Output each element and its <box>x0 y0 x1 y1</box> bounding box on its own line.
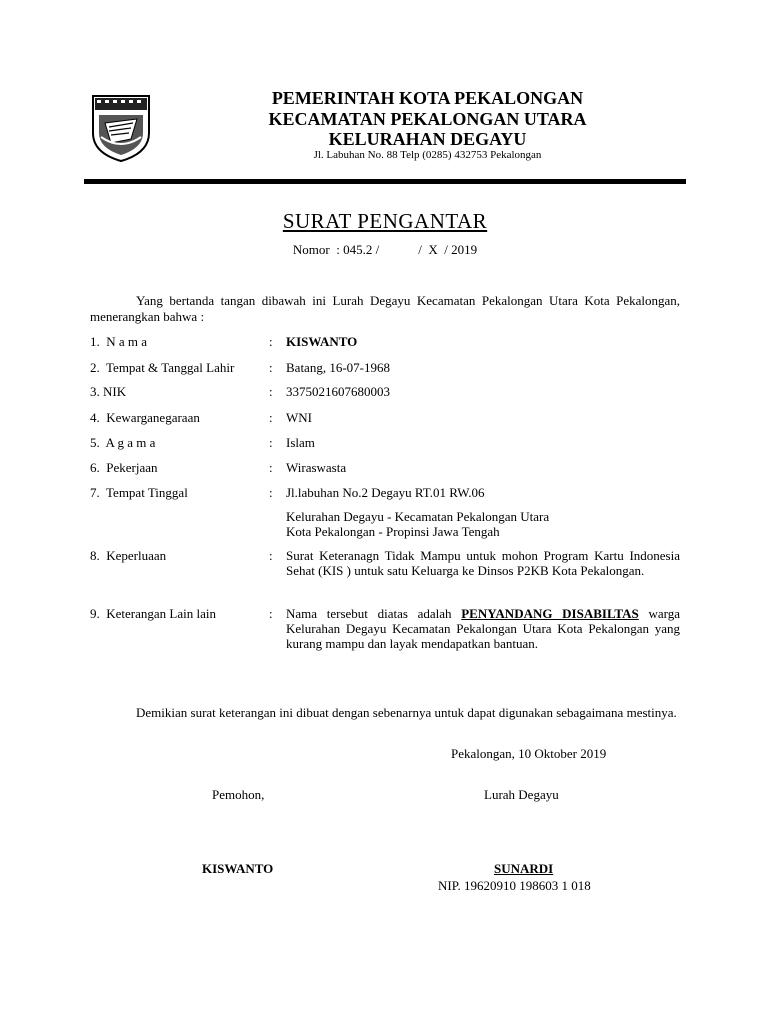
header-government: PEMERINTAH KOTA PEKALONGAN <box>271 88 584 108</box>
field-value-residence: Jl.labuhan No.2 Degayu RT.01 RW.06 <box>286 485 485 500</box>
field-value-name: KISWANTO <box>286 334 358 349</box>
place-date: Pekalongan, 10 Oktober 2019 <box>451 746 607 761</box>
field-colon: : <box>269 360 273 375</box>
field-value-occupation: Wiraswasta <box>286 460 347 475</box>
official-role: Lurah Degayu <box>484 787 559 802</box>
field-colon: : <box>269 548 273 563</box>
intro-paragraph: Yang bertanda tangan dibawah ini Lurah Degayu Kecamatan Pekalongan Utara Kota Pekalongan, menerangkan bahwa : <box>90 293 680 324</box>
field-colon: : <box>269 410 273 425</box>
field-colon: : <box>269 435 273 450</box>
letter-title: SURAT PENGANTAR <box>282 209 488 233</box>
header-district: KECAMATAN PEKALONGAN UTARA <box>268 109 587 129</box>
official-nip: NIP. 19620910 198603 1 018 <box>438 878 591 893</box>
applicant-role: Pemohon, <box>212 787 265 802</box>
field-value-birth: Batang, 16-07-1968 <box>286 360 390 375</box>
coat-of-arms-icon <box>91 93 151 163</box>
field-colon: : <box>269 485 273 500</box>
field-label-residence: 7. Tempat Tinggal <box>90 485 188 500</box>
field-label-occupation: 6. Pekerjaan <box>90 460 158 475</box>
field-label-name: 1. N a m a <box>90 334 148 349</box>
field-label-purpose: 8. Keperluaan <box>90 548 167 563</box>
official-name: SUNARDI <box>494 861 554 876</box>
remarks-emphasis: PENYANDANG DISABILTAS <box>461 606 639 621</box>
field-label-birth: 2. Tempat & Tanggal Lahir <box>90 360 235 375</box>
closing-paragraph: Demikian surat keterangan ini dibuat dengan sebenarnya untuk dapat digunakan sebagaimana mestinya. <box>136 705 677 720</box>
field-value-purpose: Surat Keteranagn Tidak Mampu untuk mohon Program Kartu Indonesia Sehat (KIS ) untuk satu Keluarga ke Dinsos P2KB Kota Pekalongan. <box>286 548 680 578</box>
applicant-name: KISWANTO <box>202 861 274 876</box>
field-value-nik: 3375021607680003 <box>286 384 390 399</box>
field-colon: : <box>269 334 273 349</box>
field-value-citizenship: WNI <box>286 410 312 425</box>
field-colon: : <box>269 606 273 621</box>
field-value-religion: Islam <box>286 435 315 450</box>
remarks-text-end: warga Kelurahan Degayu Kecamatan Pekalongan Utara Kota Pekalongan yang kurang mampu dan layak mendapatkan bantuan. <box>286 606 680 651</box>
field-value-remarks <box>286 606 680 651</box>
letter-number: Nomor : 045.2 / / X / 2019 <box>292 242 478 257</box>
field-colon: : <box>269 384 273 399</box>
field-label-remarks: 9. Keterangan Lain lain <box>90 606 216 621</box>
letterhead-divider <box>84 179 686 184</box>
field-colon: : <box>269 460 273 475</box>
field-label-nik: 3. NIK <box>90 384 127 399</box>
field-label-religion: 5. A g a m a <box>90 435 156 450</box>
header-address: Jl. Labuhan No. 88 Telp (0285) 432753 Pekalongan <box>313 149 542 161</box>
field-value-residence-detail: Kelurahan Degayu - Kecamatan Pekalongan Utara Kota Pekalongan - Propinsi Jawa Tengah <box>286 509 550 539</box>
field-label-citizenship: 4. Kewarganegaraan <box>90 410 200 425</box>
header-village: KELURAHAN DEGAYU <box>328 129 527 149</box>
remarks-text-start: Nama tersebut diatas adalah <box>286 606 462 621</box>
